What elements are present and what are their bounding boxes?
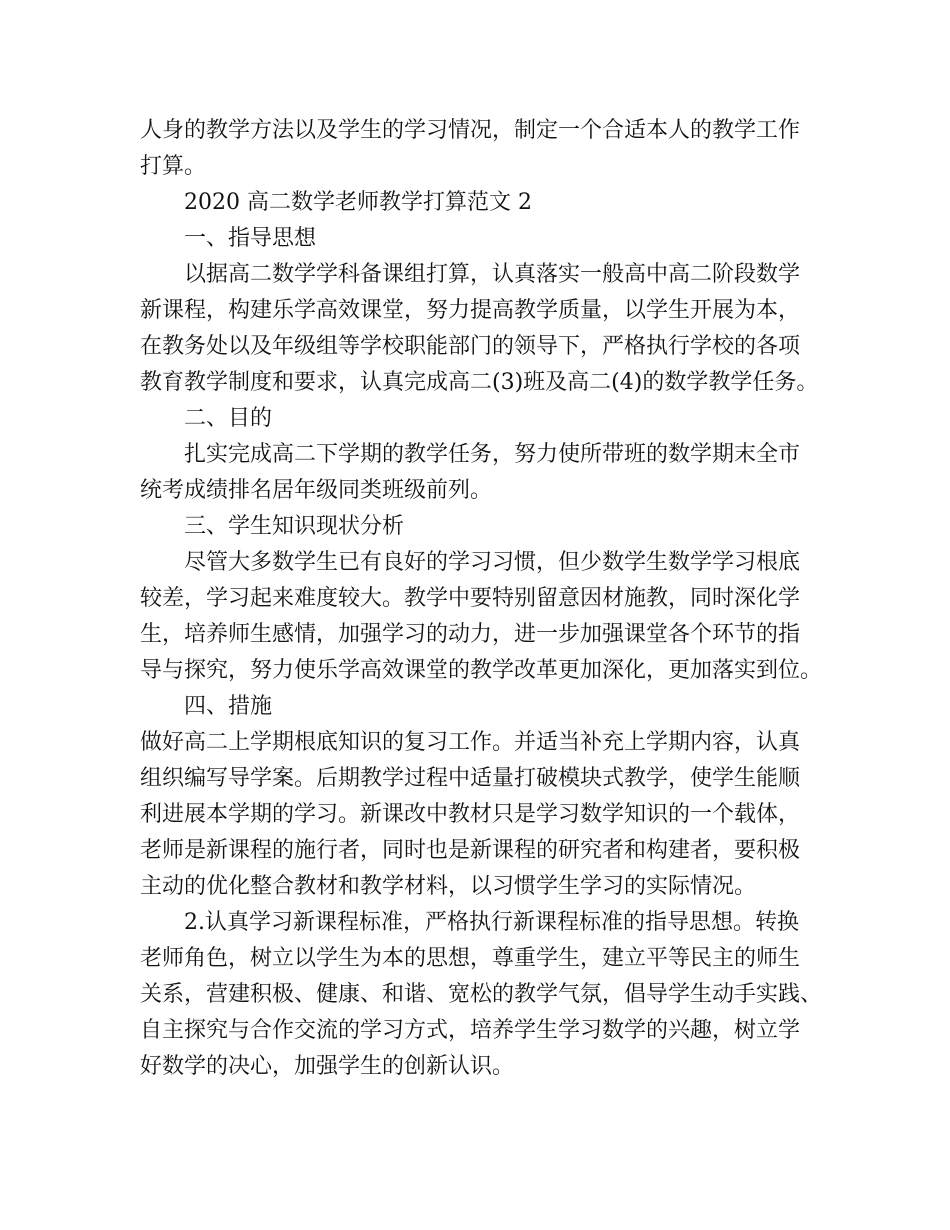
text-line-content: 打算。 [140,154,207,179]
text-line-content: 主动的优化整合教材和教学材料，以习惯学生学习的实际情况。 [140,874,757,899]
section-title-text: 2020 高二数学老师教学打算范文 2 [184,190,532,215]
text-line [0,259,950,291]
section-heading [0,223,950,255]
section-heading-text: 三、学生知识现状分析 [184,514,405,539]
section-title [0,187,950,219]
text-line [0,907,950,939]
text-line [0,151,950,183]
text-line-content: 较差，学习起来难度较大。教学中要特别留意因材施教，同时深化学 [140,586,801,611]
text-line-content: 利进展本学期的学习。新课改中教材只是学习数学知识的一个载体， [140,802,801,827]
text-line [0,835,950,867]
text-line [0,979,950,1011]
text-line-content: 在教务处以及年级组等学校职能部门的领导下，严格执行学校的各项 [140,334,801,359]
text-line [0,799,950,831]
text-line-content: 统考成绩排名居年级同类班级前列。 [140,478,493,503]
text-line-content: 扎实完成高二下学期的教学任务，努力使所带班的数学期末全市 [184,442,801,467]
section-heading [0,403,950,435]
text-line [0,727,950,759]
text-line-content: 老师是新课程的施行者，同时也是新课程的研究者和构建者，要积极 [140,838,801,863]
text-line-content: 老师角色，树立以学生为本的思想，尊重学生，建立平等民主的师生 [140,946,801,971]
text-line-content: 自主探究与合作交流的学习方式，培养学生学习数学的兴趣，树立学 [140,1018,801,1043]
text-line-content: 尽管大多数学生已有良好的学习习惯，但少数学生数学学习根底 [184,550,801,575]
text-line [0,943,950,975]
text-line [0,295,950,327]
text-line-content: 以据高二数学学科备课组打算，认真落实一般高中高二阶段数学 [184,262,801,287]
text-line [0,763,950,795]
text-line [0,115,950,147]
text-line-content: 教育教学制度和要求，认真完成高二(3)班及高二(4)的数学教学任务。 [140,370,819,395]
text-line [0,655,950,687]
text-line [0,1051,950,1083]
text-line [0,475,950,507]
text-line-content: 关系，营建积极、健康、和谐、宽松的教学气氛，倡导学生动手实践、 [140,982,823,1007]
section-heading [0,691,950,723]
text-line [0,367,950,399]
section-heading-text: 二、目的 [184,406,273,431]
text-line-content: 导与探究，努力使乐学高效课堂的教学改革更加深化，更加落实到位。 [140,658,823,683]
section-heading-text: 一、指导思想 [184,226,317,251]
text-line-content: 好数学的决心，加强学生的创新认识。 [140,1054,515,1079]
text-line [0,871,950,903]
text-line-content: 2.认真学习新课程标准，严格执行新课程标准的指导思想。转换 [184,910,799,935]
text-line [0,583,950,615]
text-line [0,439,950,471]
text-line [0,1015,950,1047]
text-line-content: 做好高二上学期根底知识的复习工作。并适当补充上学期内容，认真 [140,730,801,755]
section-heading [0,511,950,543]
text-line [0,331,950,363]
text-line-content: 人身的教学方法以及学生的学习情况，制定一个合适本人的教学工作 [140,118,801,143]
section-heading-text: 四、措施 [184,694,273,719]
text-line-content: 组织编写导学案。后期教学过程中适量打破模块式教学，使学生能顺 [140,766,801,791]
text-line-content: 生，培养师生感情，加强学习的动力，进一步加强课堂各个环节的指 [140,622,801,647]
text-line-content: 新课程，构建乐学高效课堂，努力提高教学质量，以学生开展为本， [140,298,801,323]
text-line [0,547,950,579]
text-line [0,619,950,651]
